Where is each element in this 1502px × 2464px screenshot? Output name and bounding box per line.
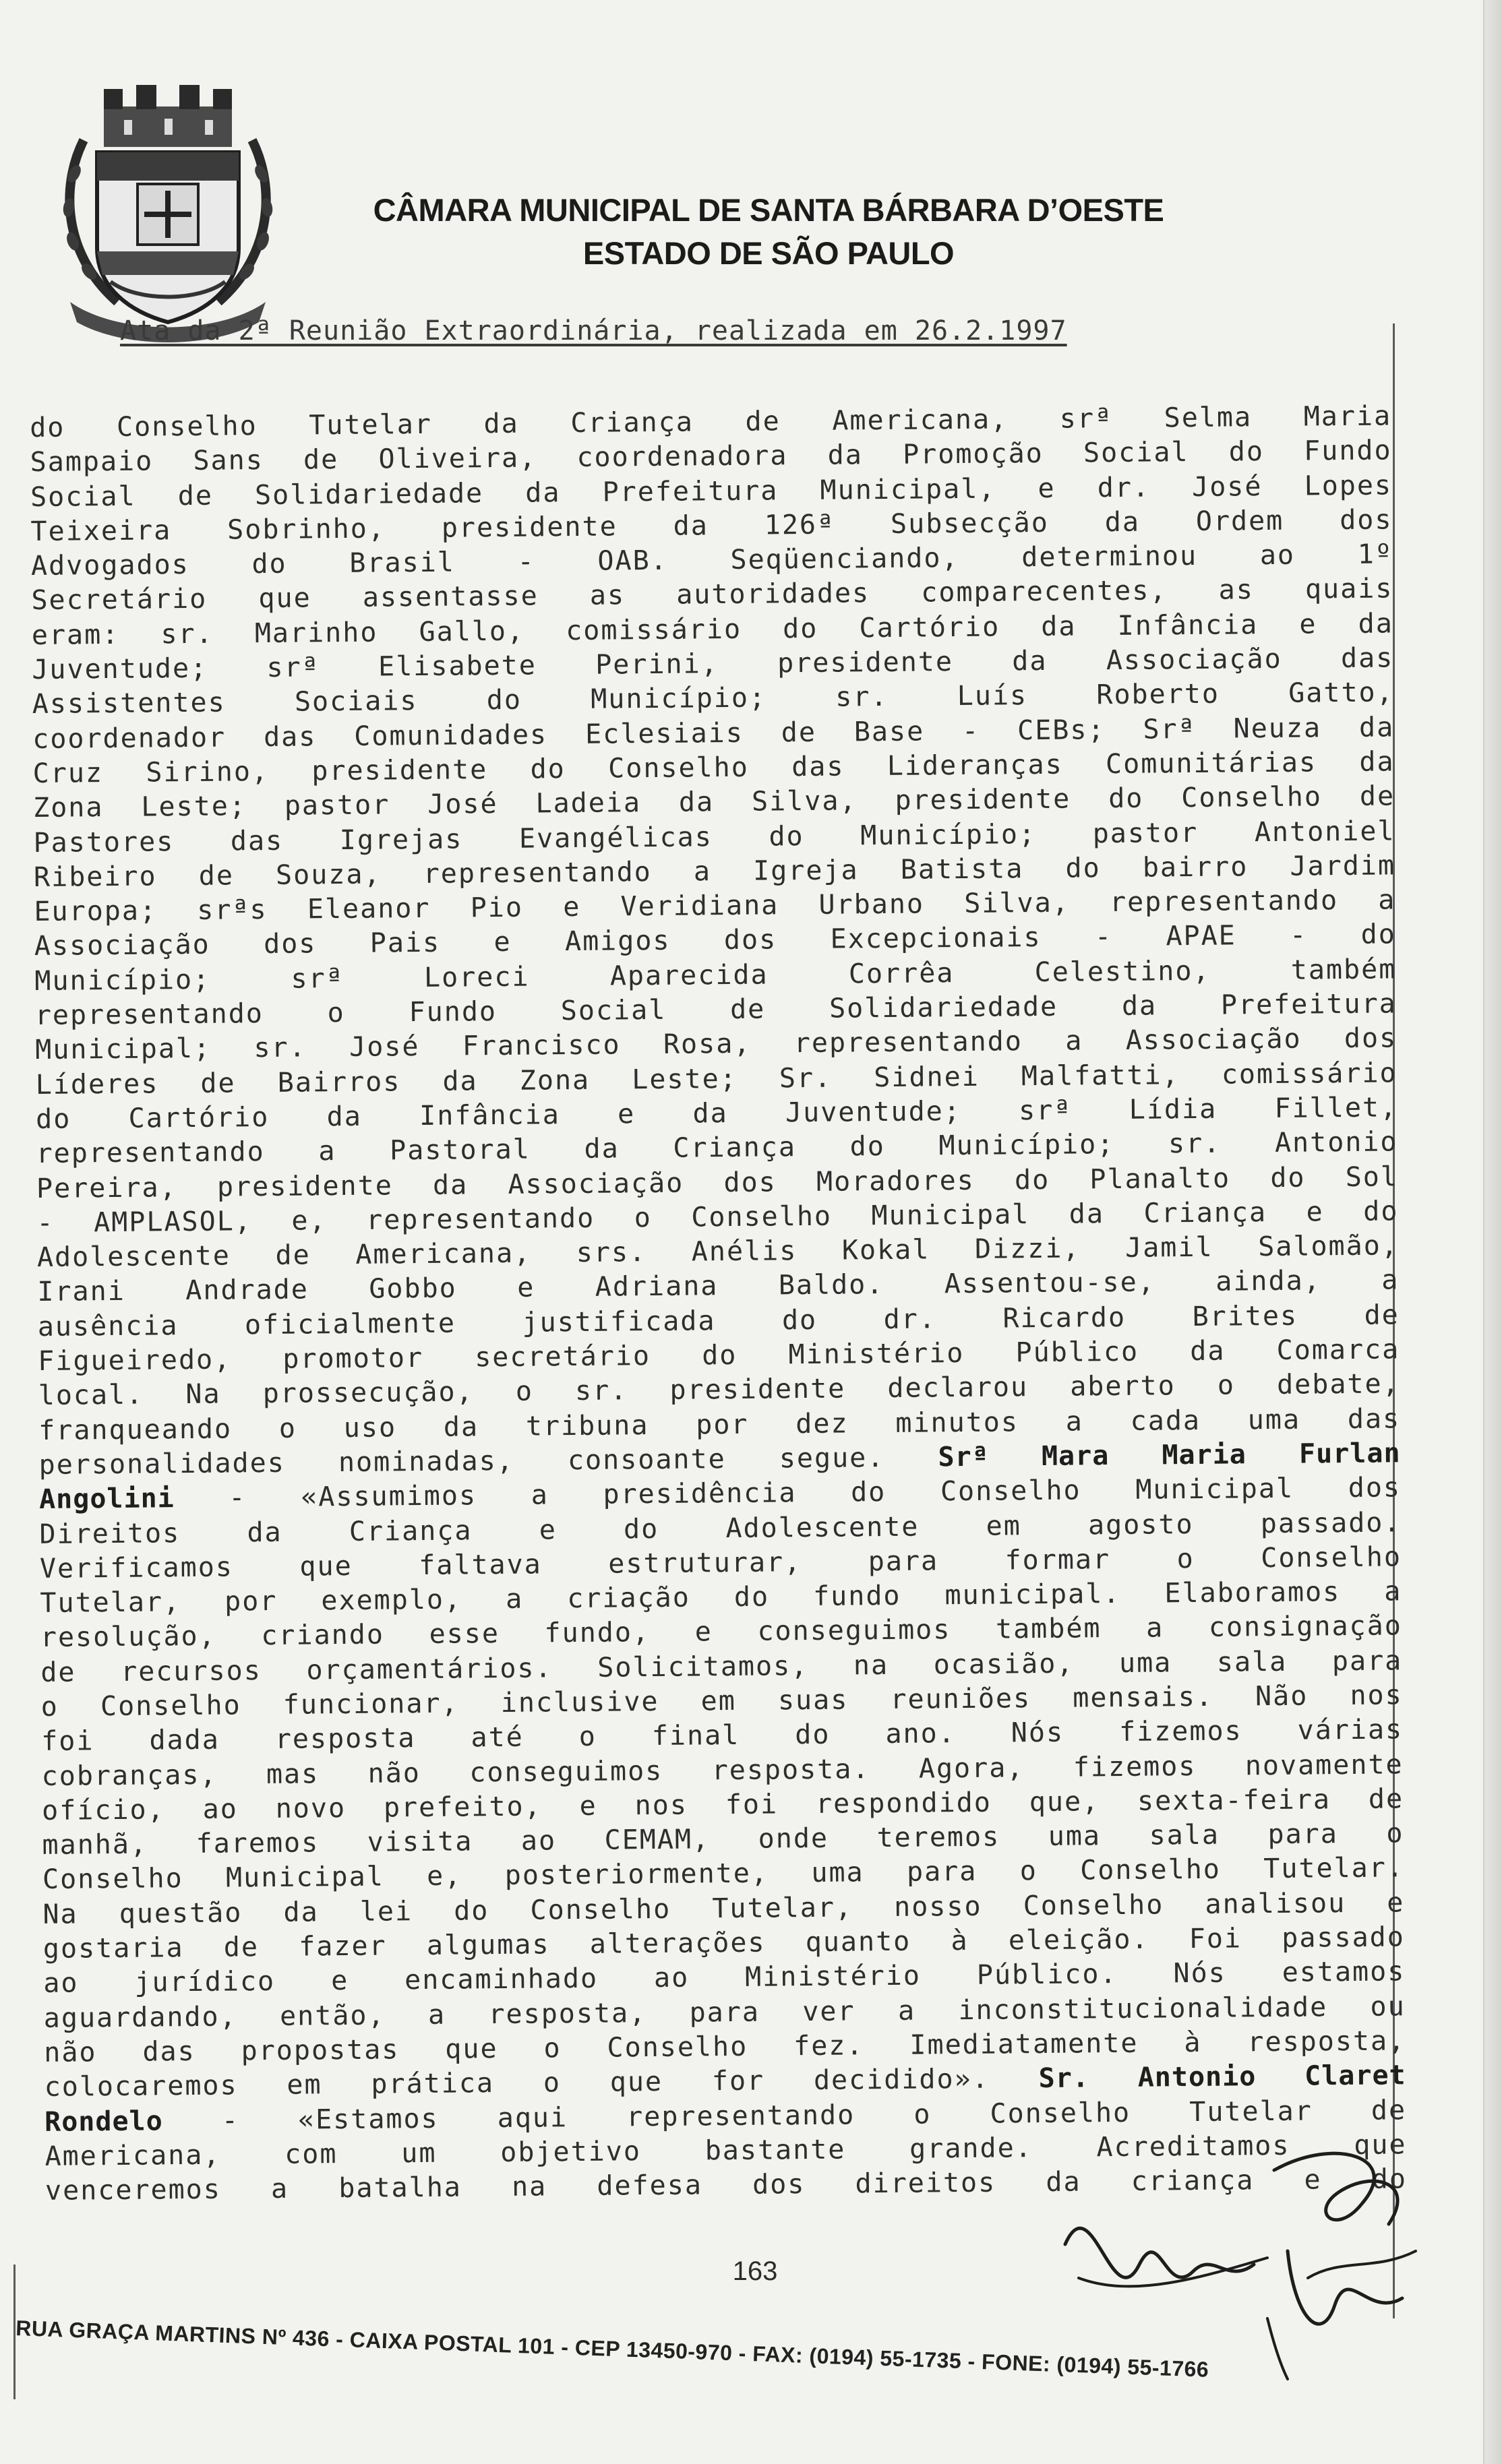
body-line: resolução, criando esse fundo, e conseguimos também a consignação xyxy=(40,1610,1403,1654)
body-line: eram: sr. Marinho Gallo, comissário do Cartório da Infância e da xyxy=(31,608,1394,651)
page-number: 163 xyxy=(732,2256,778,2286)
body-line: não das propostas que o Conselho fez. Imediatamente à resposta, xyxy=(44,2025,1406,2068)
body-line: representando a Pastoral da Criança do Município; sr. Antonio xyxy=(36,1126,1398,1170)
body-line: Municipal; sr. José Francisco Rosa, representando a Associação dos xyxy=(35,1022,1398,1066)
speaker-name: Srª Mara Maria Furlan xyxy=(938,1438,1401,1473)
body-line: Zona Leste; pastor José Ladeia da Silva, presidente do Conselho de xyxy=(32,780,1395,824)
state-name: ESTADO DE SÃO PAULO xyxy=(582,235,955,271)
speaker-intro: personalidades nominadas, consoante segue. xyxy=(38,1442,885,1481)
institution-header xyxy=(351,189,1186,275)
body-line: Associação dos Pais e Amigos dos Excepcionais - APAE - do xyxy=(34,919,1397,962)
body-line: aguardando, então, a resposta, para ver a inconstitucionalidade ou xyxy=(43,1990,1406,2034)
body-line: do Cartório da Infância e da Juventude; srª Lídia Fillet, xyxy=(35,1092,1398,1135)
body-line: Adolescente de Americana, srs. Anélis Kokal Dizzi, Jamil Salomão, xyxy=(36,1230,1400,1274)
speaker-intro: colocaremos em prática o que for decidido». xyxy=(44,2063,990,2103)
speaker-name: Sr. Antonio Claret xyxy=(1038,2060,1406,2095)
body-line: Secretário que assentasse as autoridades comparecentes, as quais xyxy=(31,573,1393,617)
page-edge xyxy=(1483,0,1502,2464)
body-line: manhã, faremos visita ao CEMAM, onde teremos uma sala para o xyxy=(42,1818,1404,1861)
body-line: Líderes de Bairros da Zona Leste; Sr. Sidnei Malfatti, comissário xyxy=(35,1057,1398,1101)
body-line: - AMPLASOL, e, representando o Conselho Municipal da Criança e do xyxy=(36,1196,1399,1239)
body-line: franqueando o uso da tribuna por dez minutos a cada uma das xyxy=(38,1403,1401,1446)
body-line: ausência oficialmente justificada do dr. Ricardo Brites de xyxy=(37,1299,1400,1343)
body-line: Europa; srªs Eleanor Pio e Veridiana Urbano Silva, representando a xyxy=(34,884,1396,928)
body-line: Assistentes Sociais do Município; sr. Luís Roberto Gatto, xyxy=(32,677,1394,720)
body-line: Sampaio Sans de Oliveira, coordenadora da Promoção Social do Fundo xyxy=(30,435,1392,479)
speaker-name-cont: Angolini xyxy=(38,1483,175,1516)
body-line: Teixeira Sobrinho, presidente da 126ª Subsecção da Ordem dos xyxy=(30,504,1393,547)
body-line: Conselho Municipal e, posteriormente, uma para o Conselho Tutelar. xyxy=(42,1852,1405,1896)
speech-start: - «Assumimos a presidência do Conselho Municipal dos xyxy=(174,1472,1402,1514)
body-line: Irani Andrade Gobbo e Adriana Baldo. Assentou-se, ainda, a xyxy=(37,1264,1400,1308)
body-line: o Conselho funcionar, inclusive em suas reuniões mensais. Não nos xyxy=(40,1680,1403,1723)
body-line: gostaria de fazer algumas alterações quanto à eleição. Foi passado xyxy=(42,1921,1406,1965)
institution-name: CÂMARA MUNICIPAL DE SANTA BÁRBARA D’OESTE xyxy=(373,192,1164,228)
speaker-name-cont: Rondelo xyxy=(44,2105,163,2138)
body-line: coordenador das Comunidades Eclesiais de Base - CEBs; Srª Neuza da xyxy=(32,712,1395,755)
body-line: local. Na prossecução, o sr. presidente declarou aberto o debate, xyxy=(38,1368,1400,1412)
body-line: Figueiredo, promotor secretário do Ministério Público da Comarca xyxy=(38,1334,1400,1377)
body-line: ao jurídico e encaminhado ao Ministério Público. Nós estamos xyxy=(43,1956,1406,2000)
handwritten-signature xyxy=(1052,2143,1443,2386)
municipal-coat-of-arms xyxy=(57,80,279,349)
body-line: Na questão da lei do Conselho Tutelar, nosso Conselho analisou e xyxy=(42,1887,1405,1930)
body-line: Advogados do Brasil - OAB. Seqüenciando, determinou ao 1º xyxy=(30,538,1393,582)
body-line: representando o Fundo Social de Solidariedade da Prefeitura xyxy=(34,988,1397,1032)
body-line: Verificamos que faltava estruturar, para formar o Conselho xyxy=(39,1541,1402,1584)
body-line: Pastores das Igrejas Evangélicas do Município; pastor Antoniel xyxy=(33,815,1395,859)
body-line: Município; srª Loreci Aparecida Corrêa Celestino, também xyxy=(34,954,1397,997)
minutes-title: Ata da 2ª Reunião Extraordinária, realizada em 26.2.1997 xyxy=(120,315,1067,346)
footer-address: RUA GRAÇA MARTINS Nº 436 - CAIXA POSTAL 101 - CEP 13450-970 - FAX: (0194) 55-1735 - FONE: (0194) 55-1766 xyxy=(15,2316,1209,2382)
body-line: Social de Solidariedade da Prefeitura Municipal, e dr. José Lopes xyxy=(30,469,1393,513)
body-line: do Conselho Tutelar da Criança de Americana, srª Selma Maria xyxy=(30,400,1392,443)
body-line: foi dada resposta até o final do ano. Nós fizemos várias xyxy=(41,1714,1404,1758)
body-line: Cruz Sirino, presidente do Conselho das Lideranças Comunitárias da xyxy=(32,746,1395,789)
body-line: ofício, ao novo prefeito, e nos foi respondido que, sexta-feira de xyxy=(41,1783,1404,1826)
speech-start: - «Estamos aqui representando o Conselho Tutelar de xyxy=(162,2094,1407,2136)
body-line: Juventude; srª Elisabete Perini, presidente da Associação das xyxy=(32,642,1394,686)
body-line: Direitos da Criança e do Adolescente em agosto passado. xyxy=(39,1506,1402,1550)
body-line: cobranças, mas não conseguimos resposta. Agora, fizemos novamente xyxy=(41,1748,1404,1792)
body-line: Ribeiro de Souza, representando a Igreja Batista do bairro Jardim xyxy=(33,850,1396,893)
body-line: venceremos a batalha na defesa dos direitos da criança e do xyxy=(44,2163,1408,2207)
body-line: Pereira, presidente da Associação dos Moradores do Planalto do Sol xyxy=(36,1161,1399,1204)
body-line: Tutelar, por exemplo, a criação do fundo municipal. Elaboramos a xyxy=(40,1576,1402,1620)
body-line: Americana, com um objetivo bastante grande. Acreditamos que xyxy=(44,2129,1407,2172)
body-line: de recursos orçamentários. Solicitamos, na ocasião, uma sala para xyxy=(40,1644,1403,1688)
minutes-body xyxy=(30,399,1407,2209)
